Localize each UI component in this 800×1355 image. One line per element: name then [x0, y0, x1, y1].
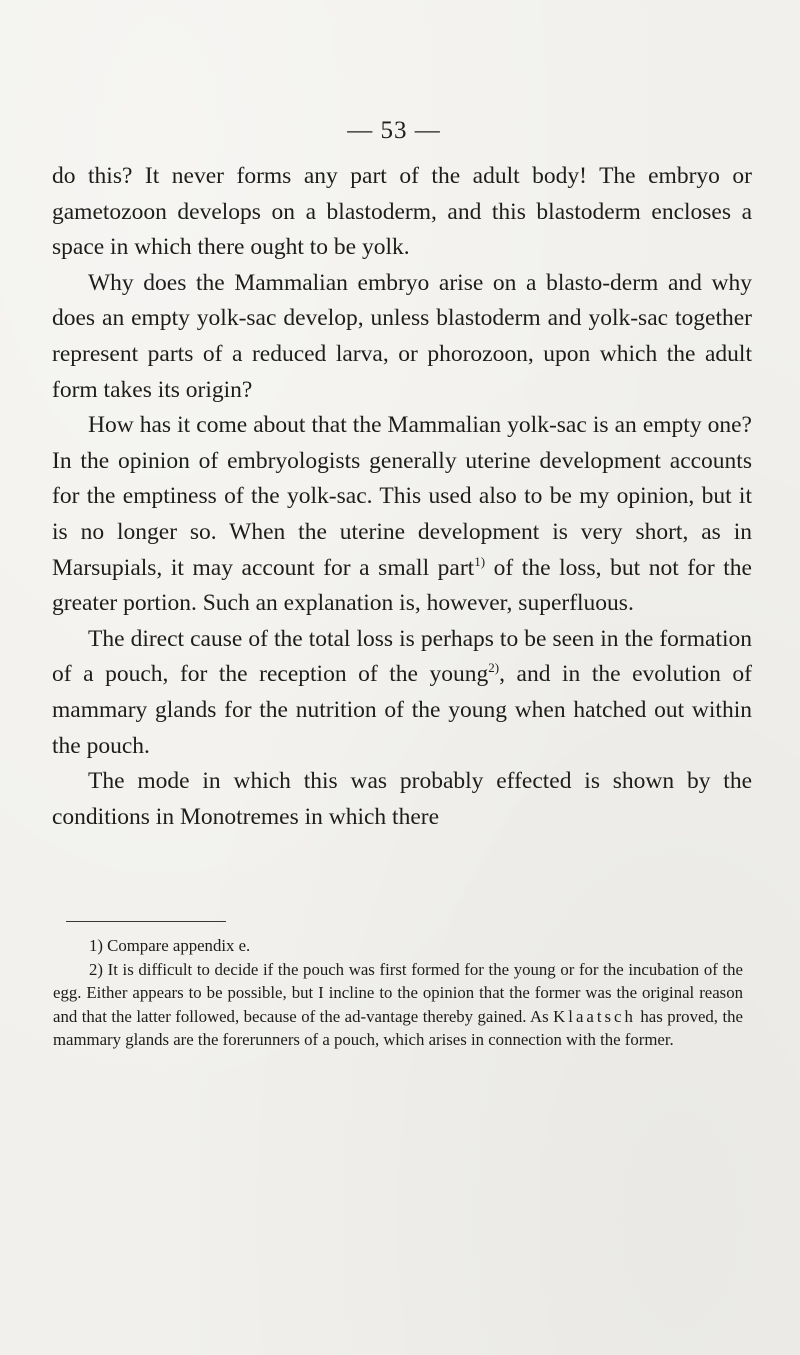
footnotes: [53, 934, 743, 1052]
paragraph-4: [52, 622, 752, 764]
footnote-divider: [66, 921, 226, 922]
paragraph-3-text-b: of the loss, but not for the greater portion. Such an explanation is, however, superfluous.: [52, 554, 752, 617]
paragraph-3-text-a: How has it come about that the Mammalian yolk-sac is an empty one? In the opinion of embryologists generally uterine development accounts for the emptiness of the yolk-sac. This used also to be my opinion, but it is no longer so. When the uterine development is very short, as in Marsupials, it may account for a small part: [52, 412, 752, 581]
footnote-2-text-b: has proved, the mammary glands are the forerunners of a pouch, which arises in connection with the former.: [53, 1006, 743, 1050]
paragraph-2: Why does the Mammalian embryo arise on a blasto-derm and why does an empty yolk-sac develop, unless blastoderm and yolk-sac together represent parts of a reduced larva, or phorozoon, upon which the adult form takes its origin?: [52, 269, 752, 403]
footnote-2-text-a: 2) It is difficult to decide if the pouch was first formed for the young or for the incubation of the egg. Either appears to be possible, but I incline to the opinion that the former was the original reason and that the latter followed, because of the ad-vantage thereby gained. As: [53, 959, 743, 1026]
paragraph-1: do this? It never forms any part of the adult body! The embryo or gametozoon develops on a blastoderm, and this blastoderm encloses a space in which there ought to be yolk.: [52, 163, 752, 261]
paragraph-5: The mode in which this was probably effected is shown by the conditions in Monotremes in which there: [52, 768, 752, 830]
main-text: [52, 159, 752, 835]
paragraph-4-text-b: , and in the evolution of mammary glands for the nutrition of the young when hatched out within the pouch.: [52, 661, 753, 759]
footnote-ref-2: 2): [488, 660, 500, 676]
footnote-2-author-name: Klaatsch: [553, 1006, 636, 1026]
footnote-1: 1) Compare appendix e.: [89, 936, 251, 955]
paragraph-3: [52, 408, 752, 622]
paragraph-4-text-a: The direct cause of the total loss is perhaps to be seen in the formation of a pouch, for the reception of the young: [52, 625, 752, 688]
footnote-2: [53, 958, 743, 1052]
footnote-ref-1: 1): [474, 553, 486, 569]
page-number: — 53 —: [347, 117, 441, 144]
